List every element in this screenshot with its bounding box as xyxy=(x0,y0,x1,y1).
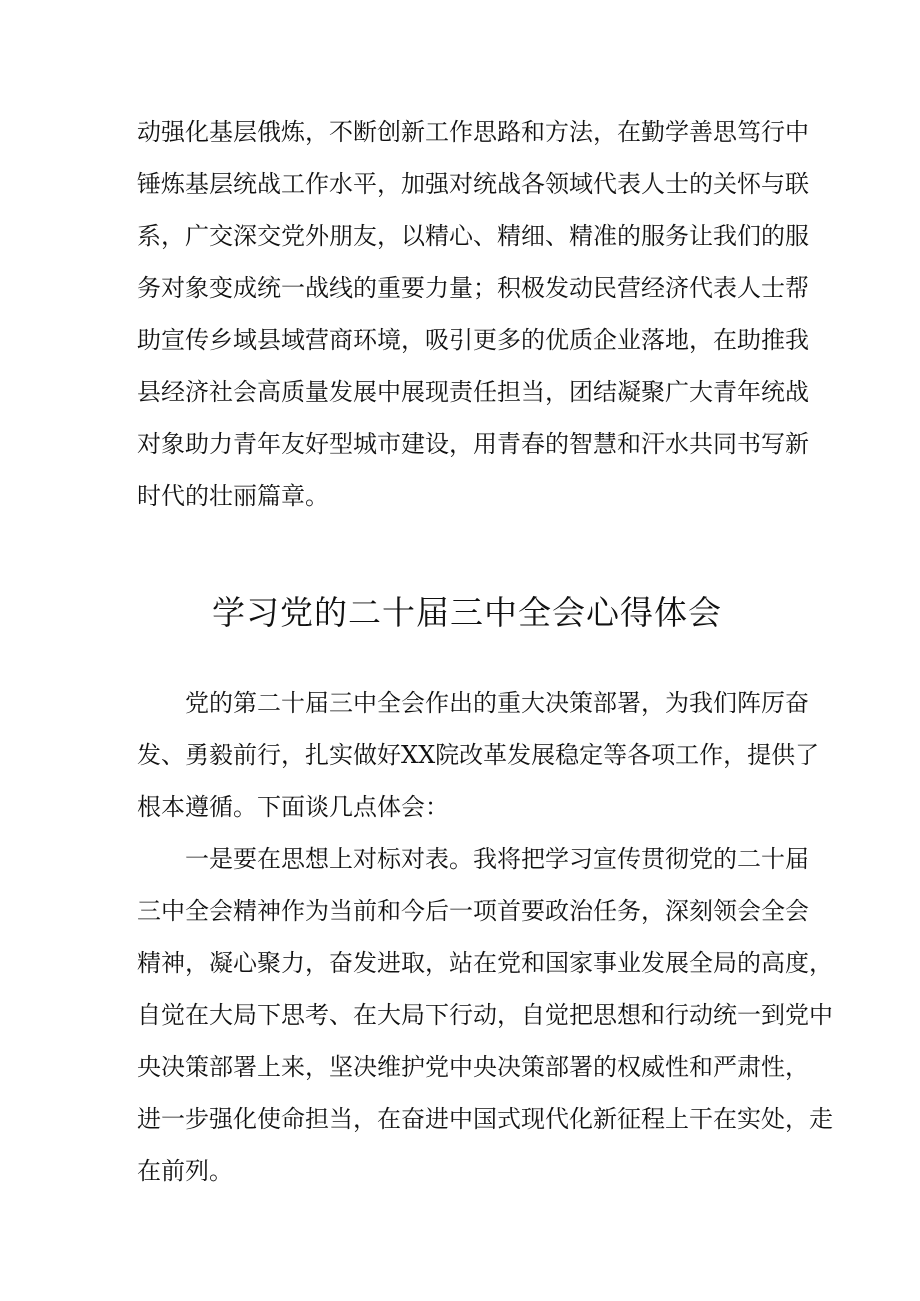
paragraph-line: 自觉在大局下思考、在大局下行动，自觉把思想和行动统一到党中 xyxy=(137,1001,833,1029)
paragraph-line: 系，广交深交党外朋友，以精心、精细、精准的服务让我们的服 xyxy=(137,222,809,250)
paragraph-line: 根本遵循。下面谈几点体会： xyxy=(137,793,449,821)
intro-paragraph xyxy=(137,677,820,833)
paragraph-line: 动强化基层俄炼，不断创新工作思路和方法，在勤学善思笃行中 xyxy=(137,118,809,146)
point-one-paragraph xyxy=(137,833,833,1197)
paragraph-line: 央决策部署上来，坚决维护党中央决策部署的权威性和严肃性， xyxy=(137,1053,809,1081)
paragraph-line: 锤炼基层统战工作水平，加强对统战各领域代表人士的关怀与联 xyxy=(137,170,809,198)
paragraph-line: 时代的壮丽篇章。 xyxy=(137,482,329,510)
article-title: 学习党的二十届三中全会心得体会 xyxy=(212,593,722,632)
paragraph-line: 务对象变成统一战线的重要力量；积极发动民营经济代表人士帮 xyxy=(137,274,809,302)
document-page xyxy=(137,106,833,1197)
paragraph-line: 发、勇毅前行，扎实做好XX院改革发展稳定等各项工作，提供了 xyxy=(137,741,820,769)
paragraph-line: 党的第二十届三中全会作出的重大决策部署，为我们阵厉奋 xyxy=(185,689,809,717)
paragraph-line: 县经济社会高质量发展中展现责任担当，团结凝聚广大青年统战 xyxy=(137,378,809,406)
paragraph-line: 进一步强化使命担当，在奋进中国式现代化新征程上干在实处，走 xyxy=(137,1105,833,1133)
paragraph-line: 助宣传乡域县域营商环境，吸引更多的优质企业落地，在助推我 xyxy=(137,326,809,354)
paragraph-line: 一是要在思想上对标对表。我将把学习宣传贯彻党的二十届 xyxy=(185,845,809,873)
paragraph-line: 在前列。 xyxy=(137,1157,233,1185)
paragraph-line: 精神，凝心聚力，奋发进取，站在党和国家事业发展全局的高度， xyxy=(137,949,833,977)
paragraph-line: 对象助力青年友好型城市建设，用青春的智慧和汗水共同书写新 xyxy=(137,430,809,458)
paragraph-line: 三中全会精神作为当前和今后一项首要政治任务，深刻领会全会 xyxy=(137,897,809,925)
continuation-paragraph xyxy=(137,106,809,522)
